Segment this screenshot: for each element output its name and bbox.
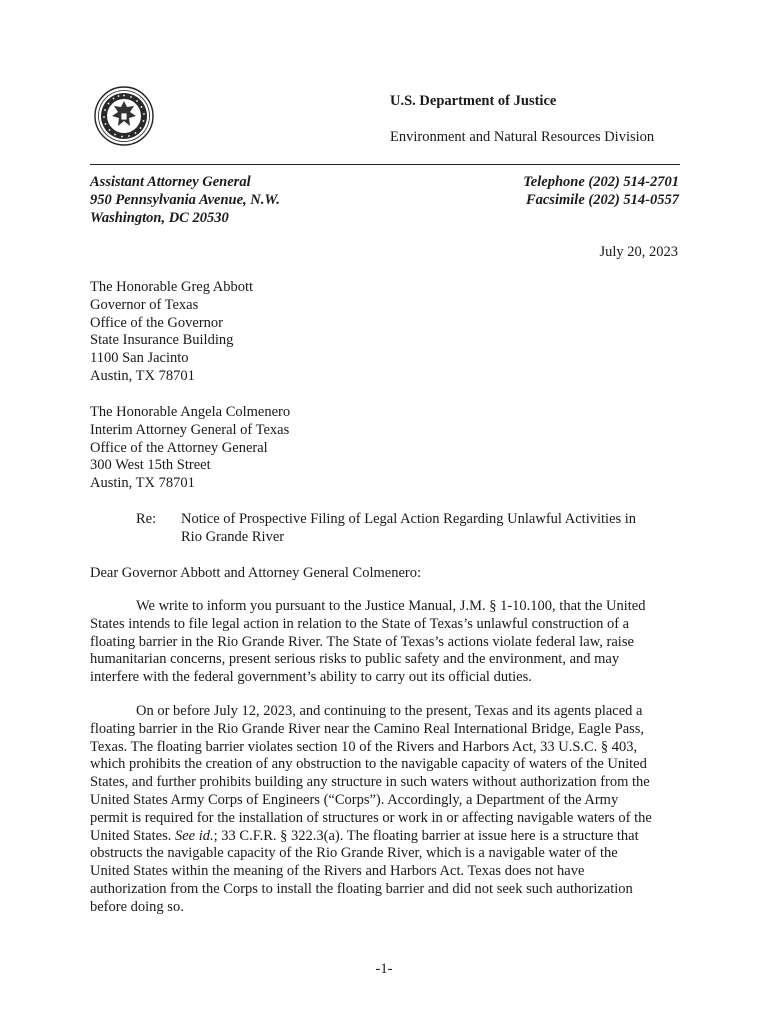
paragraph-line: States, and further prohibits building any structure in such waters without authorization from the [90,774,650,791]
address-line: Austin, TX 78701 [90,475,195,492]
paragraph-line: humanitarian concerns, present serious risks to public safety and the environment, and may [90,651,620,668]
paragraph-line: floating barrier in the Rio Grande River. The State of Texas’s actions violate federal law, raise [90,633,634,650]
paragraph-line: We write to inform you pursuant to the Justice Manual, J.M. § 1-10.100, that the United [136,598,646,614]
address-line: The Honorable Greg Abbott [90,279,254,295]
paragraph-line: floating barrier in the Rio Grande River near the Camino Real International Bridge, Eagle Pass, [90,720,645,737]
sender-street: 950 Pennsylvania Avenue, N.W. [90,192,280,208]
address-line: 1100 San Jacinto [90,350,189,367]
recipient-address-attorney-general [90,404,290,493]
paragraph-line: obstructs the navigable capacity of the Rio Grande River, which is a navigable water of the [90,845,618,862]
address-line: Governor of Texas [90,296,199,313]
paragraph-text: United States. [90,827,172,844]
facsimile: Facsimile (202) 514-0557 [525,192,679,208]
address-line: Office of the Governor [90,314,223,331]
sender-title: Assistant Attorney General [90,174,251,190]
letterhead-divider [90,164,680,165]
body-paragraph [90,703,680,917]
address-line: State Insurance Building [90,332,234,349]
subject-line [181,511,681,547]
paragraph-line: interfere with the federal government’s ability to carry out its official duties. [90,669,532,686]
paragraph-line: authorization from the Corps to install the floating barrier and did not seek such authorization [90,880,633,897]
paragraph-line: United States Army Corps of Engineers (“Corps”). Accordingly, a Department of the Army [90,791,619,808]
paragraph-line: On or before July 12, 2023, and continuing to the present, Texas and its agents placed a [136,703,643,719]
paragraph-line: before doing so. [90,898,184,915]
paragraph-line: States intends to file legal action in relation to the State of Texas’s unlawful construction of a [90,615,630,632]
sender-contact [523,173,679,209]
subject-label: Re: [136,511,157,527]
salutation: Dear Governor Abbott and Attorney General Colmenero: [90,565,421,581]
sender-address [90,173,280,227]
letter-date: July 20, 2023 [599,244,678,260]
paragraph-line: which prohibits the creation of any obstruction to the navigable capacity of waters of the United [90,756,647,773]
address-line: Interim Attorney General of Texas [90,421,290,438]
paragraph-line: permit is required for the installation of structures or work in or affecting navigable waters of the [90,809,652,826]
subject-text: Notice of Prospective Filing of Legal Action Regarding Unlawful Activities in [181,511,637,527]
department-name: U.S. Department of Justice [390,93,557,109]
address-line: The Honorable Angela Colmenero [90,404,291,420]
citation: See id. [174,827,214,844]
body-paragraph [90,598,680,687]
division-name: Environment and Natural Resources Division [390,129,655,145]
address-line: Austin, TX 78701 [90,367,195,384]
subject-text: Rio Grande River [181,528,285,545]
address-line: 300 West 15th Street [90,457,211,474]
paragraph-line: United States within the meaning of the Rivers and Harbors Act. Texas does not have [90,863,585,880]
sender-city: Washington, DC 20530 [90,210,229,226]
recipient-address-governor [90,279,253,386]
paragraph-line-with-citation [90,828,680,846]
doj-seal-icon [94,86,154,146]
telephone: Telephone (202) 514-2701 [523,174,679,190]
paragraph-line: Texas. The floating barrier violates section 10 of the Rivers and Harbors Act, 33 U.S.C. § 403, [90,738,638,755]
paragraph-text: ; 33 C.F.R. § 322.3(a). The floating barrier at issue here is a structure that [213,827,639,844]
address-line: Office of the Attorney General [90,439,268,456]
page-number: -1- [375,961,393,977]
